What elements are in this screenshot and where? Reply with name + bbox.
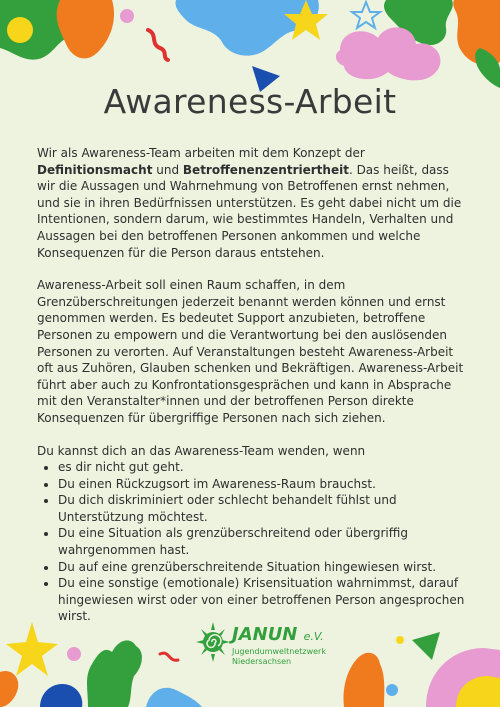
- list-item: • Du eine sonstige (emotionale) Krisensituation wahrnimmst, darauf hingewiesen wirst oder von einer betroffenen Person angesprochen wirst.: [58, 575, 467, 625]
- intro-paragraph: Wir als Awareness-Team arbeiten mit dem Konzept der Definitionsmacht und Betroffenenzentriertheit. Das heißt, dass wir die Aussagen und Wahrnehmung von Betroffenen ernst nehmen, und sie in ihren Bedürfnissen unterstützen. Es geht dabei nicht um die Intentionen, sondern darum, wie bestimmtes Handeln, Verhalten und Aussagen bei den betroffenen Personen ankommen und welche Konsequenzen für die Person daraus entstehen.: [37, 146, 462, 260]
- pink-dot-top: [120, 9, 134, 23]
- list-intro: Du kannst dich an das Awareness-Team wenden, wenn: [37, 443, 366, 458]
- list-item: • Du dich diskriminiert oder schlecht behandelt fühlst und Unterstützung möchtest.: [58, 492, 467, 525]
- orange-shape-bottom-left: [0, 671, 18, 707]
- orange-shape-bottom-right: [344, 653, 385, 707]
- yellow-star-bottom-left: [6, 622, 58, 676]
- red-squiggle: [148, 30, 168, 60]
- orange-blob-top-left: [57, 0, 114, 58]
- lightblue-dot-bottom-right: [386, 684, 398, 696]
- list-item: • Du auf eine grenzüberschreitende Situation hingewiesen wirst.: [58, 559, 467, 576]
- term-betroffenenzentriertheit: Betroffenenzentriertheit: [182, 162, 349, 177]
- list-item: • Du einen Rückzugsort im Awareness-Raum brauchst.: [58, 476, 467, 493]
- blue-shape-bottom-left: [40, 684, 82, 707]
- term-definitionsmacht: Definitionsmacht: [37, 162, 153, 177]
- logo-tagline-2: Niedersachsen: [232, 657, 292, 666]
- red-squiggle-bottom: [160, 653, 178, 660]
- janun-logo: [196, 622, 336, 682]
- page-title: Awareness-Arbeit: [103, 82, 397, 121]
- green-triangle-bottom-right: [412, 632, 440, 660]
- main-content: [37, 145, 467, 625]
- sun-spiral-icon: [196, 622, 230, 662]
- yellow-dot-bottom-right: [396, 636, 404, 644]
- green-shape-bottom-left: [87, 640, 142, 707]
- yellow-circle-top-left: [7, 17, 33, 43]
- blue-star-outline: [352, 2, 380, 28]
- contact-reasons-list: [37, 459, 467, 625]
- logo-name: JANUN e.V.: [232, 624, 324, 645]
- list-item: • es dir nicht gut geht.: [58, 459, 467, 476]
- lightblue-shape-bottom: [146, 688, 202, 707]
- list-item: • Du eine Situation als grenzüberschreitend oder übergriffig wahrgenommen hast.: [58, 525, 467, 558]
- logo-tagline-1: Jugendumweltnetzwerk: [232, 647, 326, 656]
- awareness-paragraph: Awareness-Arbeit soll einen Raum schaffen, in dem Grenzüberschreitungen jederzeit benannt werden können und ernst genommen werden. Es bedeutet Support anzubieten, betroffene Personen zu empowern und die Verantwortung bei den auslösenden Personen zu verorten. Auf Veranstaltungen besteht Awareness-Arbeit oft aus Zuhören, Glauben schenken und Bekräftigen. Awareness-Arbeit führt aber auch zu Konfrontationsgesprächen und kann in Absprache mit den Veranstalter*innen und der betroffenen Person direkte Konsequenzen für übergriffige Personen nach sich ziehen.: [37, 278, 464, 425]
- pink-dot-bottom-left: [67, 647, 81, 661]
